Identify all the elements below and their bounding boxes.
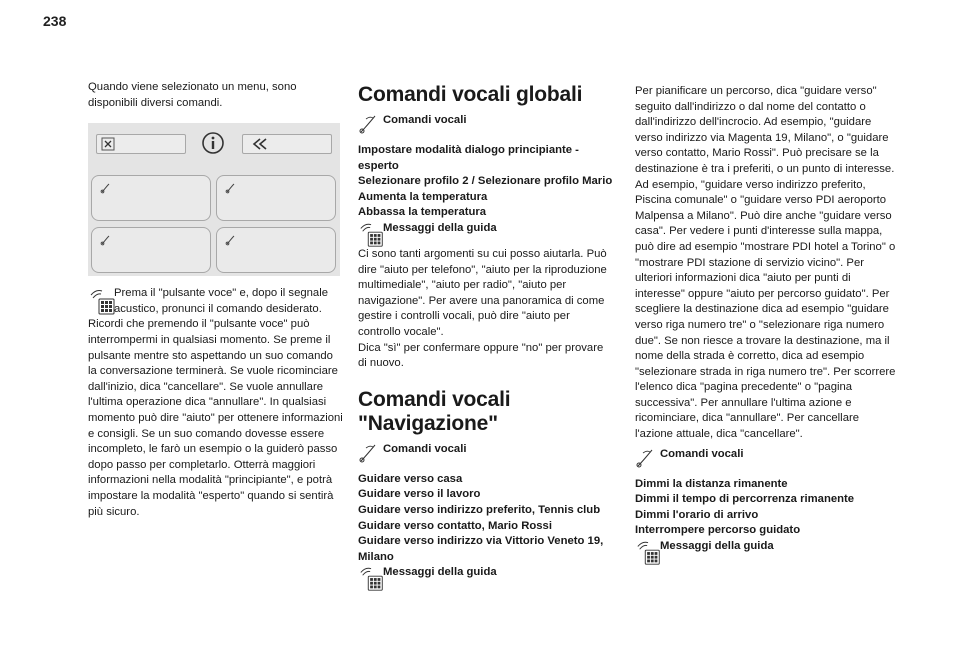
screen-tile [91,175,211,221]
voice-commands-header [358,113,615,135]
command-item: Aumenta la temperatura [358,190,488,203]
voice-commands-label: Comandi vocali [383,114,467,126]
voice-keypad-icon [358,565,380,587]
top-bar-left [96,134,186,154]
command-item: Dimmi l'orario di arrivo [635,508,759,521]
navigation-commands-list [358,472,615,566]
back-icon [251,137,269,151]
command-item: Abbassa la temperatura [358,206,487,219]
voice-icon [225,182,237,194]
guide-text: Ci sono tanti argomenti su cui posso aiutarla. Può dire "aiuto per telefono", "aiuto per la riproduzione multimediale", "aiuto per radio", "aiuto per navigazione". Per avere una panoramica di come gestire i controlli vocali, può dire "aiuto per controllo vocale". [358,247,607,338]
command-item: Guidare verso il lavoro [358,488,481,501]
voice-commands-header [635,447,897,469]
navigation-guide-text: Per pianificare un percorso, dica "guidare verso" seguito dall'indirizzo o dal nome del contatto o dall'indirizzo dell'incrocio. Ad esempio, "guidare verso indirizzo via Magenta 19, Milano", o "guidare verso contatto, Mario Rossi". Può precisare se la destinazione è tra i preferiti, o un punto di interesse. Ad esempio, "guidare verso indirizzo preferito, Piscina comunale" o "guidare verso PDI aeroporto Malpensa a Milano". Può dire anche "guidare verso casa". Per vedere i punti d'interesse sulla mappa, può dire ad esempio "mostrare PDI hotel a Torino" o "mostrare PDI stazione di servizio vicino". Per ulteriori informazioni dica "aiuto per punti di interesse" oppure "aiuto per percorso guidato". Per scegliere la destinazione dica ad esempio "guidare verso riga numero tre" o "selezionare riga numero due". Se non riesce a trovare la destinazione, ma il nome della strada è corretto, dica ad esempio "selezionare strada in riga numero tre". Per scorrere l'elenco dica "pagina precedente" o "pagina successiva". Per annullare l'ultima azione e ricominciare, dica "annullare". Per cancellare l'azione attuale, dica "cancellare". [635,85,896,441]
voice-icon [100,182,112,194]
command-item: Guidare verso indirizzo preferito, Tennis club [358,503,601,516]
command-item: Selezionare profilo 2 / Selezionare profilo Mario [358,175,613,188]
guide-messages-label: Messaggi della guida [383,221,497,234]
command-item: Guidare verso contatto, Mario Rossi [358,519,552,532]
global-commands-list [358,143,615,221]
command-item: Guidare verso indirizzo via Vittorio Veneto 19, Milano [358,535,604,563]
guide-messages-header [358,565,615,587]
screen-tile [216,175,336,221]
screen-tile [91,227,211,273]
command-item: Interrompere percorso guidato [635,524,801,537]
guide-messages-header [635,539,897,561]
top-bar-right [242,134,332,154]
voice-command-icon [88,287,110,309]
command-item: Dimmi la distanza rimanente [635,477,788,490]
info-icon [201,131,225,155]
guide-text: Dica "sì" per confermare oppure "no" per provare di nuovo. [358,341,604,370]
voice-icon [358,442,380,464]
screen-tile [216,227,336,273]
voice-commands-label: Comandi vocali [383,442,467,455]
voice-instructions-text: Prema il "pulsante voce" e, dopo il segnale acustico, pronunci il comando desiderato. Ricordi che premendo il "pulsante voce" può interrompermi in qualsiasi momento. Se preme il pulsante mentre sto aspettando un suo comando la conversazione terminerà. Se vuole ricominciare dall'inizio, dica "cancellare". Se vuole annullare l'ultima operazione dica "annullare". In qualsiasi momento può dire "aiuto" per ottenere informazioni e consigli. Se un suo comando dovesse essere incompleto, le farò un esempio o la guiderò passo dopo passo per completarlo. Otterrà maggiori informazioni nella modalità "principiante", e potrà impostare la modalità "esperto" quando si sentirà più sicuro. [88,287,343,518]
page-number: 238 [43,13,67,29]
voice-icon [358,113,380,135]
voice-button-instructions [88,286,344,520]
voice-icon [100,234,112,246]
heading-global-voice-commands: Comandi vocali globali [358,83,583,106]
close-icon [101,137,115,151]
intro-text: Quando viene selezionato un menu, sono disponibili diversi comandi. [88,81,297,109]
voice-commands-header [358,442,615,464]
voice-icon [635,447,657,469]
heading-navigation-line1: Comandi vocali [358,387,511,411]
touchscreen-illustration [88,123,340,276]
command-item: Dimmi il tempo di percorrenza rimanente [635,493,855,506]
command-item: Guidare verso casa [358,472,463,485]
guide-messages-label: Messaggi della guida [383,566,497,579]
guide-messages-header [358,221,615,243]
voice-icon [225,234,237,246]
voice-commands-label: Comandi vocali [660,447,744,460]
command-item: Impostare modalità dialogo principiante - esperto [358,144,579,172]
column-middle [358,83,615,591]
route-commands-list [635,477,897,539]
voice-keypad-icon [358,221,380,243]
guide-messages-label: Messaggi della guida [660,540,774,553]
column-right [635,84,897,565]
column-left [88,80,344,520]
heading-navigation-line2: "Navigazione" [358,411,498,435]
voice-keypad-icon [635,539,657,561]
